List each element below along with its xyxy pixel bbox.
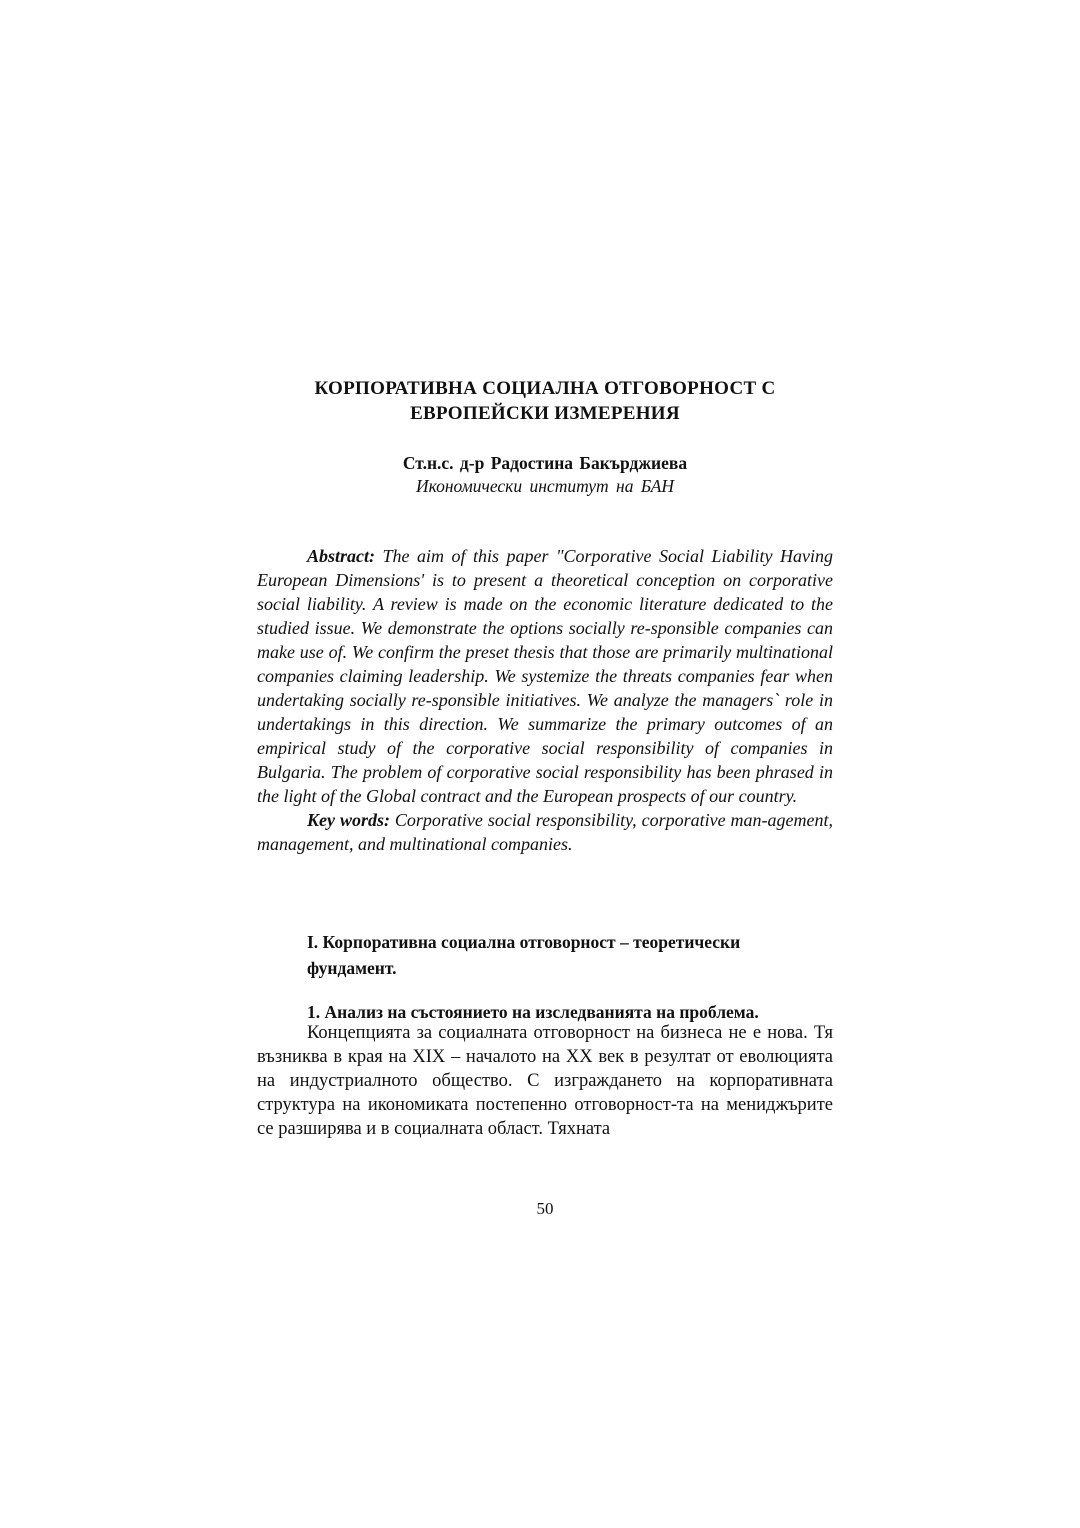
abstract-text: The aim of this paper "Corporative Social Liability Having European Dimensions' is to present a theoretical conception on corporative social liability. A review is made on the economic literature dedicated to the studied issue. We demonstrate the options socially re-sponsible companies can make use of. We confirm the preset thesis that those are primarily multinational companies claiming leadership. We systemize the threats companies fear when undertaking socially re-sponsible initiatives. We analyze the managers` role in undertakings in this direction. We summarize the primary outcomes of an empirical study of the corporative social responsibility of companies in Bulgaria. The problem of corporative social responsibility has been phrased in the light of the Global contract and the European prospects of our country. [257,546,834,806]
abstract-label: Abstract: [307,546,376,566]
author-affiliation: Икономически институт на БАН [415,476,675,496]
author-name: Ст.н.с. д-р Радостина Бакърджиева [402,453,688,473]
keywords-paragraph [257,808,833,856]
document-page [257,0,833,1528]
section-heading: I. Корпоративна социална отговорност – теоретически фундамент. [307,932,741,978]
page-number: 50 [536,1199,554,1218]
keywords-text: Corporative social responsibility, corporative man-agement, management, and multinational companies. [257,810,833,854]
paper-title: КОРПОРАТИВНА СОЦИАЛНА ОТГОВОРНОСТ С ЕВРОПЕЙСКИ ИЗМЕРЕНИЯ [314,378,776,424]
abstract-paragraph [257,544,833,808]
subsection-heading: 1. Анализ на състоянието на изследванията на проблема. [307,1002,759,1022]
body-paragraph: Концепцията за социалната отговорност на бизнеса не е нова. Тя възниква в края на XIX – началото на XX век в резултат от еволюцията на индустриалното общество. С изграждането на корпоративната структура на икономиката постепенно отговорност-та на мениджърите се разширява и в социалната област. Тяхната [257,1023,833,1139]
keywords-label: Key words: [307,810,390,830]
abstract-block [257,544,833,856]
